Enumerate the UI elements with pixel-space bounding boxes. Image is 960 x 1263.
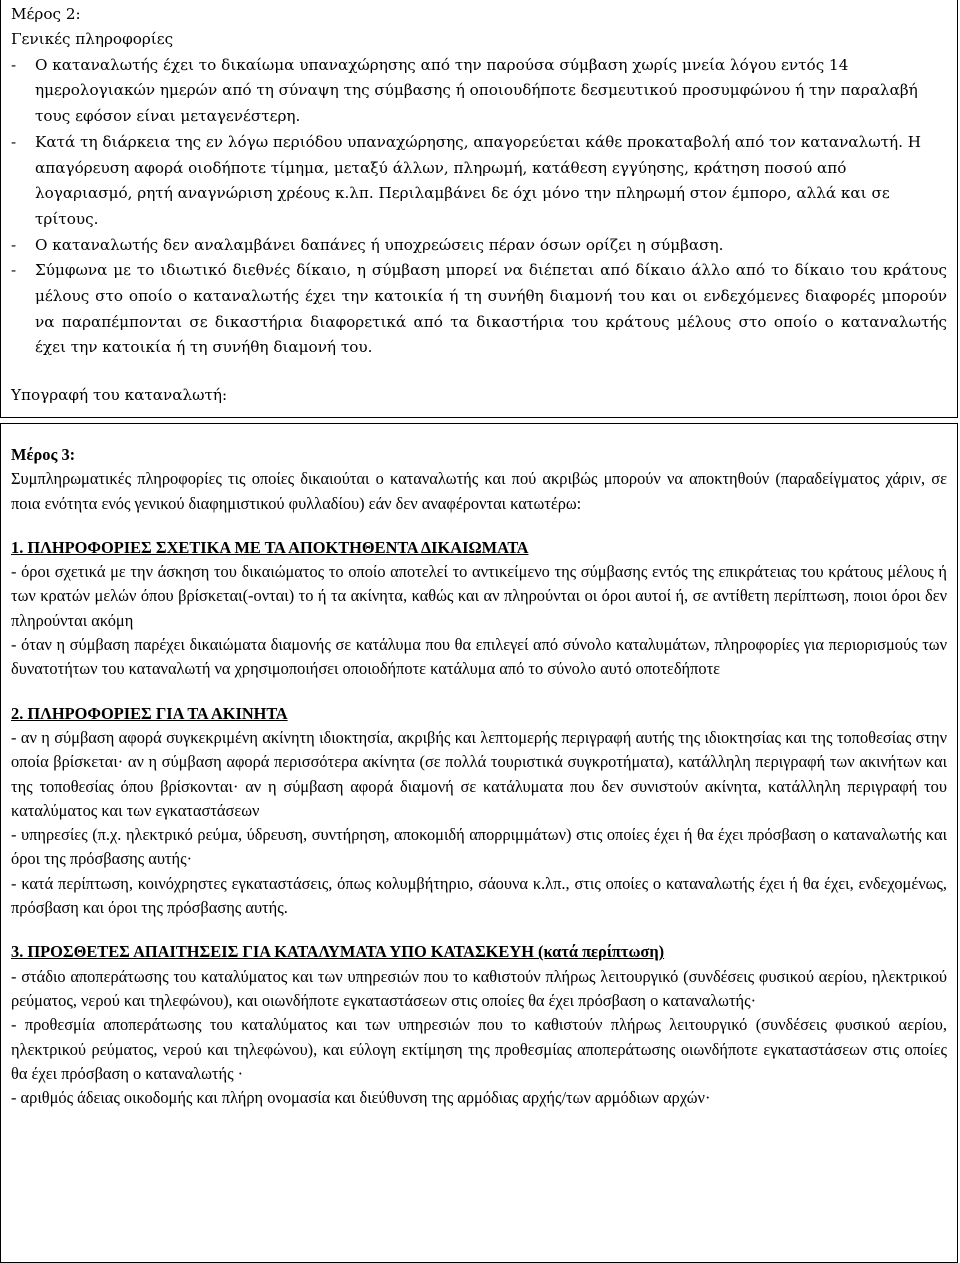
section-heading: 2. ΠΛΗΡΟΦΟΡΙΕΣ ΓΙΑ ΤΑ ΑΚΙΝΗΤΑ [11, 703, 288, 723]
section-item: - κατά περίπτωση, κοινόχρηστες εγκαταστάσεις, όπως κολυμβήτηριο, σάουνα κ.λπ., στις οποίες ο καταναλωτής έχει ή θα έχει, ενδεχομένως, πρόσβαση και όροι της πρόσβασης αυτής. [11, 873, 947, 918]
section-3 [11, 940, 947, 1110]
part3-title: Μέρος 3: [11, 445, 76, 464]
list-item-text: Ο καταναλωτής δεν αναλαμβάνει δαπάνες ή υποχρεώσεις πέραν όσων ορίζει η σύμβαση. [35, 235, 724, 254]
part2-title: Μέρος 2: [11, 5, 81, 23]
list-dash: - [11, 261, 17, 280]
list-item-text: Ο καταναλωτής έχει το δικαίωμα υπαναχώρησης από την παρούσα σύμβαση χωρίς μνεία λόγου εντός 14 ημερολογιακών ημερών από τη σύναψη της σύμβασης ή οποιουδήποτε δεσμευτικού προσυμφώνου ή την παραλαβή τους εφόσον είναι μεταγενέστερη. [35, 55, 918, 126]
list-item-text: Σύμφωνα με το ιδιωτικό διεθνές δίκαιο, η σύμβαση μπορεί να διέπεται από δίκαιο άλλο από το δίκαιο του κράτους μέλους στο οποίο ο καταναλωτής έχει την κατοικία ή τη συνήθη διαμονή του και οι ενδεχόμενες διαφορές μπορούν να παραπέμπονται σε δικαστήρια διαφορετικά από τα δικαστήρια του κράτους μέλους στο οποίο ο καταναλωτής έχει την κατοικία ή τη συνήθη διαμονή του. [35, 261, 947, 357]
part3-box [0, 423, 958, 1263]
list-item [11, 233, 947, 259]
part2-box [0, 0, 958, 418]
section-item: - προθεσμία αποπεράτωσης του καταλύματος και των υπηρεσιών που το καθιστούν πλήρως λειτουργικό (συνδέσεις φυσικού αερίου, ηλεκτρικού ρεύματος, νερού και τηλεφώνου), και εύλογη εκτίμηση της προθεσμίας αποπεράτωσης οιωνδήποτε εγκαταστάσεων στις οποίες θα έχει πρόσβαση ο καταναλωτής · [11, 1015, 947, 1083]
list-dash: - [11, 55, 17, 74]
list-item-text: Κατά τη διάρκεια της εν λόγω περιόδου υπαναχώρησης, απαγορεύεται κάθε προκαταβολή από τον καταναλωτή. Η απαγόρευση αφορά οιοδήποτε τίμημα, μεταξύ άλλων, πληρωμή, κατάθεση εγγύησης, κράτηση ποσού από λογαριασμό, ρητή αναγνώριση χρέους κ.λπ. Περιλαμβάνει δε όχι μόνο την πληρωμή στον έμπορο, αλλά και σε τρίτους. [35, 132, 922, 228]
section-heading: 1. ΠΛΗΡΟΦΟΡΙΕΣ ΣΧΕΤΙΚΑ ΜΕ ΤΑ ΑΠΟΚΤΗΘΕΝΤΑ ΔΙΚΑΙΩΜΑΤΑ [11, 537, 529, 557]
part3-intro: Συμπληρωματικές πληροφορίες τις οποίες δικαιούται ο καταναλωτής και πού ακριβώς μπορούν να αποκτηθούν (παραδείγματος χάριν, σε ποια ενότητα ενός γενικού διαφημιστικού φυλλαδίου) εάν δεν αναφέρονται κατωτέρω: [11, 469, 947, 513]
list-dash: - [11, 235, 17, 254]
list-item [11, 53, 947, 130]
section-item: - στάδιο αποπεράτωσης του καταλύματος και των υπηρεσιών που το καθιστούν πλήρως λειτουργικό (συνδέσεις φυσικού αερίου, ηλεκτρικού ρεύματος, νερού και τηλεφώνου), και οιωνδήποτε εγκαταστάσεων στις οποίες θα έχει πρόσβαση ο καταναλωτής· [11, 966, 947, 1010]
section-item: - όταν η σύμβαση παρέχει δικαιώματα διαμονής σε κατάλυμα που θα επιλεγεί από σύνολο καταλυμάτων, πληροφορίες για περιορισμούς των δυνατοτήτων του καταναλωτή να χρησιμοποιήσει οποιοδήποτε κατάλυμα από το σύνολο αυτό οποτεδήποτε [11, 635, 947, 679]
section-item: - αν η σύμβαση αφορά συγκεκριμένη ακίνητη ιδιοκτησία, ακριβής και λεπτομερής περιγραφή αυτής της ιδιοκτησίας και της τοποθεσίας στην οποία βρίσκεται· αν η σύμβαση αφορά περισσότερα ακίνητα (σε πολλά τουριστικά συγκροτήματα), κατάλληλη περιγραφή των ακινήτων και της τοποθεσίας όπου βρίσκονται· αν η σύμβαση αφορά διαμονή σε κατάλυματα που δεν συνιστούν ακίνητα, κατάλληλη περιγραφή του καταλύματος και των εγκαταστάσεων [11, 727, 947, 820]
section-1 [11, 536, 947, 682]
list-item [11, 130, 947, 233]
list-dash: - [11, 132, 17, 151]
list-item [11, 258, 947, 361]
part2-subtitle: Γενικές πληροφορίες [11, 30, 174, 48]
consumer-signature-label: Υπογραφή του καταναλωτή: [11, 386, 228, 405]
section-item: - όροι σχετικά με την άσκηση του δικαιώματος το οποίο αποτελεί το αντικείμενο της σύμβασης εντός της επικράτειας του κράτους μέλους ή των κρατών μελών όπου βρίσκεται(-ονται) το ή τα ακίνητα, καθώς και αν πληρούνται οι όροι αυτοί ή, σε αντίθετη περίπτωση, ποιοι όροι δεν πληρούνται ακόμη [11, 562, 947, 630]
section-heading: 3. ΠΡΟΣΘΕΤΕΣ ΑΠΑΙΤΗΣΕΙΣ ΓΙΑ ΚΑΤΑΛΥΜΑΤΑ ΥΠΟ ΚΑΤΑΣΚΕΥΗ (κατά περίπτωση) [11, 942, 665, 962]
section-2 [11, 702, 947, 921]
section-item: - αριθμός άδειας οικοδομής και πλήρη ονομασία και διεύθυνση της αρμόδιας αρχής/των αρμόδιων αρχών· [11, 1088, 711, 1108]
section-item: - υπηρεσίες (π.χ. ηλεκτρικό ρεύμα, ύδρευση, συντήρηση, αποκομιδή απορριμμάτων) στις οποίες έχει ή θα έχει πρόσβαση ο καταναλωτής και όροι της πρόσβασης αυτής· [11, 825, 947, 869]
